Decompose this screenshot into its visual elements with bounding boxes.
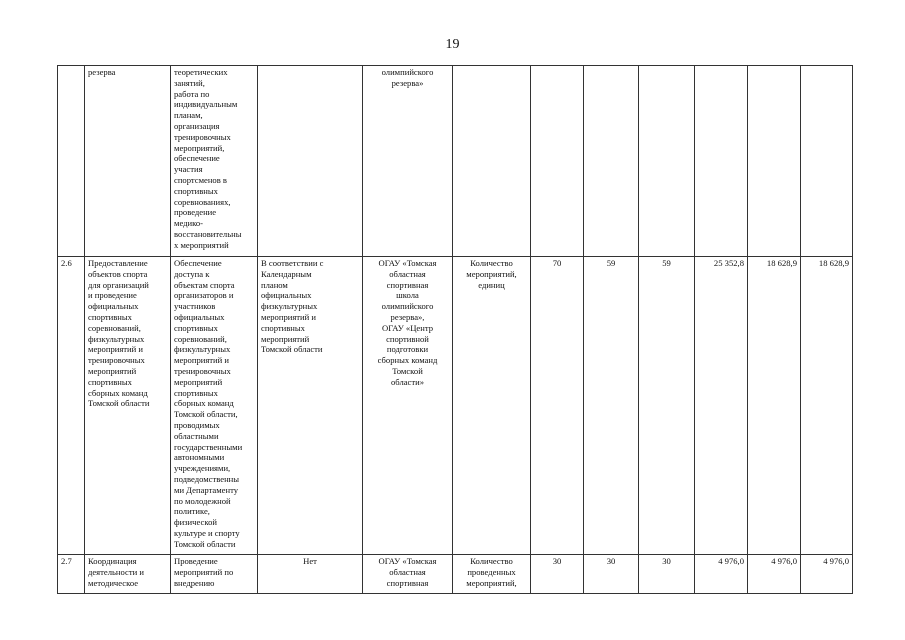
terms-cell <box>258 66 363 257</box>
activity-name-cell: Предоставление объектов спорта для организаций и проведение официальных спортивных соревнований, физкультурных мероприятий и тренировочных мероприятий спортивных сборных команд Томской области <box>85 257 171 555</box>
value-cell-6 <box>801 66 853 257</box>
value-cell-6: 4 976,0 <box>801 555 853 594</box>
value-cell-1: 70 <box>531 257 584 555</box>
value-cell-2: 30 <box>584 555 639 594</box>
program-table <box>57 65 853 594</box>
value-cell-3: 59 <box>639 257 695 555</box>
value-cell-1 <box>531 66 584 257</box>
row-number-cell: 2.6 <box>58 257 85 555</box>
activity-content-cell: Проведение мероприятий по внедрению <box>171 555 258 594</box>
terms-cell: Нет <box>258 555 363 594</box>
table-row <box>58 66 853 257</box>
table-row <box>58 555 853 594</box>
value-cell-5: 18 628,9 <box>748 257 801 555</box>
value-cell-4: 25 352,8 <box>695 257 748 555</box>
value-cell-5: 4 976,0 <box>748 555 801 594</box>
row-number-cell: 2.7 <box>58 555 85 594</box>
activity-content-cell: теоретических занятий, работа по индивидуальным планам, организация тренировочных мероприятий, обеспечение участия спортсменов в спортивных соревнованиях, проведение медико- восстановительны х мероприятий <box>171 66 258 257</box>
value-cell-2 <box>584 66 639 257</box>
executor-cell: олимпийского резерва» <box>363 66 453 257</box>
value-cell-1: 30 <box>531 555 584 594</box>
value-cell-2: 59 <box>584 257 639 555</box>
activity-content-cell: Обеспечение доступа к объектам спорта организаторов и участников официальных спортивных соревнований, физкультурных мероприятий и тренировочных мероприятий спортивных сборных команд Томской области, проводимых областными государственными автономными учреждениями, подведомственны ми Департаменту по молодежной политике, физической культуре и спорту Томской области <box>171 257 258 555</box>
activity-name-cell: резерва <box>85 66 171 257</box>
activity-name-cell: Координация деятельности и методическое <box>85 555 171 594</box>
value-cell-4 <box>695 66 748 257</box>
value-cell-4: 4 976,0 <box>695 555 748 594</box>
page-number: 19 <box>445 37 460 52</box>
value-cell-3: 30 <box>639 555 695 594</box>
table-row <box>58 257 853 555</box>
value-cell-6: 18 628,9 <box>801 257 853 555</box>
indicator-cell: Количество проведенных мероприятий, <box>453 555 531 594</box>
value-cell-3 <box>639 66 695 257</box>
indicator-cell <box>453 66 531 257</box>
executor-cell: ОГАУ «Томская областная спортивная школа олимпийского резерва», ОГАУ «Центр спортивной подготовки сборных команд Томской области» <box>363 257 453 555</box>
value-cell-5 <box>748 66 801 257</box>
indicator-cell: Количество мероприятий, единиц <box>453 257 531 555</box>
executor-cell: ОГАУ «Томская областная спортивная <box>363 555 453 594</box>
row-number-cell <box>58 66 85 257</box>
terms-cell: В соответствии с Календарным планом официальных физкультурных мероприятий и спортивных мероприятий Томской области <box>258 257 363 555</box>
